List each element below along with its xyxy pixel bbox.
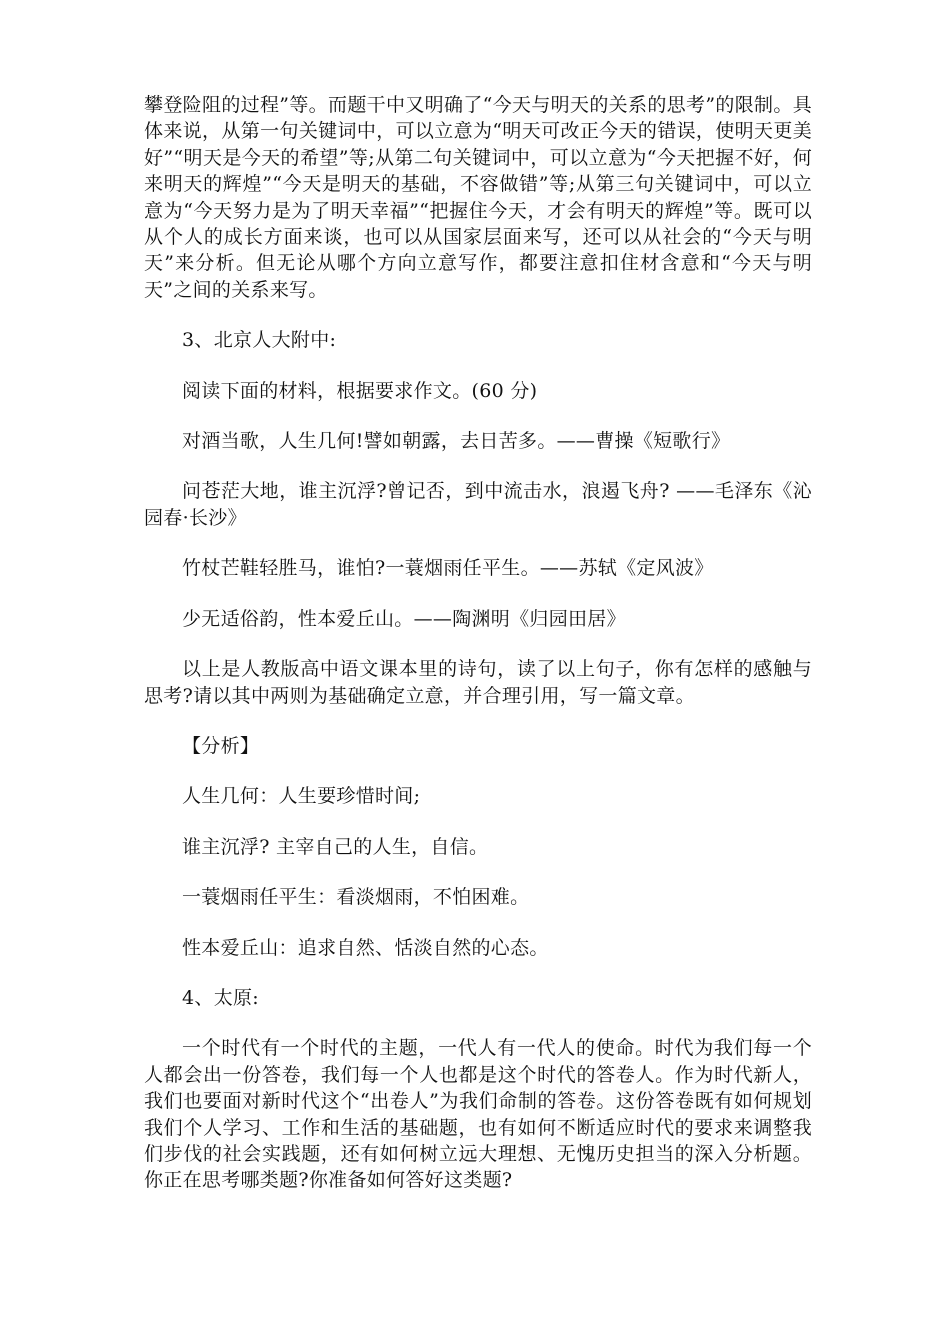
heading-analysis: 【分析】	[182, 734, 260, 757]
paragraph-prompt: 以上是人教版高中语文课本里的诗句，读了以上句子，你有怎样的感触与思考?请以其中两则为基础确定立意，并合理引用，写一篇文章。	[144, 658, 812, 707]
paragraph-instruction: 阅读下面的材料，根据要求作文。(60 分)	[182, 379, 538, 402]
quote-mao-zedong: 问苍茫大地，谁主沉浮?曾记否，到中流击水，浪遏飞舟? ——毛泽东《沁园春·长沙》	[144, 480, 812, 529]
heading-taiyuan: 4、太原:	[182, 986, 259, 1009]
paragraph-analysis-continuation: 攀登险阻的过程”等。而题干中又明确了“今天与明天的关系的思考”的限制。具体来说，从第一句关键词中，可以立意为“明天可改正今天的错误，使明天更美好”“明天是今天的希望”等;从第二句关键词中，可以立意为“今天把握不好，何来明天的辉煌”“今天是明天的基础，不容做错”等;从第三句关键词中，可以立意为“今天努力是为了明天幸福”“把握住今天，才会有明天的辉煌”等。既可以从个人的成长方面来谈，也可以从国家层面来写，还可以从社会的“今天与明天”来分析。但无论从哪个方向立意写作，都要注意扣住材含意和“今天与明天”之间的关系来写。	[144, 94, 812, 301]
heading-beijing-renda-fuzhong: 3、北京人大附中:	[182, 329, 337, 352]
analysis-item-4: 性本爱丘山：追求自然、恬淡自然的心态。	[182, 936, 549, 959]
analysis-item-3: 一蓑烟雨任平生：看淡烟雨，不怕困难。	[182, 886, 530, 909]
quote-su-shi: 竹杖芒鞋轻胜马，谁怕?一蓑烟雨任平生。——苏轼《定风波》	[182, 557, 714, 580]
paragraph-taiyuan-prompt: 一个时代有一个时代的主题，一代人有一代人的使命。时代为我们每一个人都会出一份答卷，我们每一个人也都是这个时代的答卷人。作为时代新人，我们也要面对新时代这个“出卷人”为我们命制的答卷。这份答卷既有如何规划我们个人学习、工作和生活的基础题，也有如何不断适应时代的要求来调整我们步伐的社会实践题，还有如何树立远大理想、无愧历史担当的深入分析题。你正在思考哪类题?你准备如何答好这类题?	[144, 1037, 812, 1192]
analysis-item-2: 谁主沉浮? 主宰自己的人生，自信。	[182, 835, 489, 858]
quote-tao-yuanming: 少无适俗韵，性本爱丘山。——陶渊明《归园田居》	[182, 607, 626, 630]
document-body	[144, 92, 812, 1194]
analysis-item-1: 人生几何：人生要珍惜时间;	[182, 785, 421, 808]
quote-cao-cao: 对酒当歌，人生几何!譬如朝露，去日苦多。——曹操《短歌行》	[182, 430, 731, 453]
